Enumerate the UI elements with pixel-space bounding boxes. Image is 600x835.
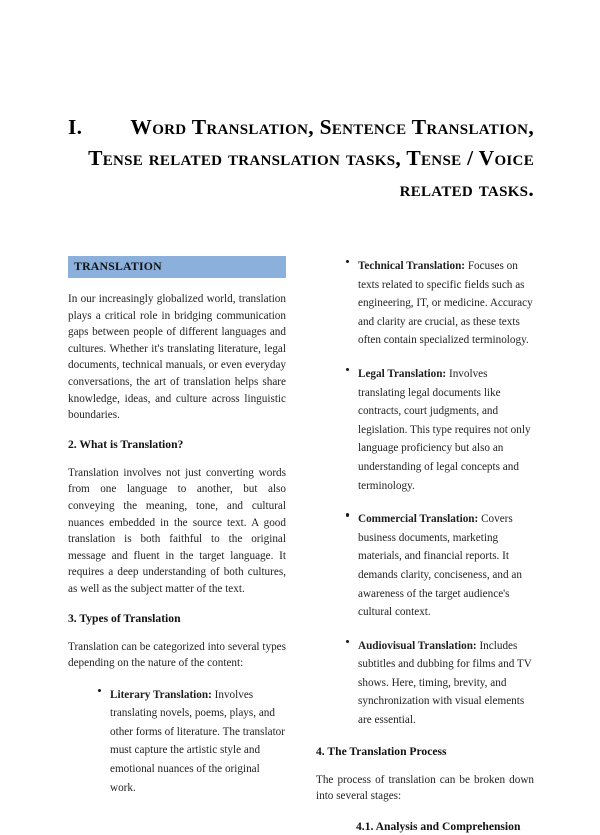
section-3-paragraph: Translation can be categorized into several types depending on the nature of the content:: [68, 640, 286, 670]
bullet-text: [110, 689, 285, 794]
translation-band-heading: TRANSLATION: [68, 256, 286, 278]
left-bullet-list: [68, 685, 286, 797]
right-bullet-list: [316, 256, 534, 729]
right-column: [316, 256, 534, 833]
left-column: [68, 256, 286, 796]
two-column-body: [68, 256, 534, 833]
bullet-text: [358, 513, 522, 618]
list-item: [316, 636, 534, 729]
section-4-heading: 4. The Translation Process: [316, 744, 447, 758]
page-title-number: I.: [68, 115, 83, 139]
list-item: [68, 685, 286, 797]
bullet-dot-icon: [346, 368, 349, 371]
bullet-text: [358, 640, 532, 726]
bullet-body-text: Covers business documents, marketing materials, and financial reports. It demands clarity, conciseness, and an awareness of the target audience's cultural context.: [358, 513, 522, 619]
bullet-lead-label: Technical Translation:: [358, 260, 466, 272]
bullet-lead-label: Commercial Translation:: [358, 513, 479, 526]
section-4-1-heading: 4.1. Analysis and Comprehension: [356, 819, 521, 833]
bullet-lead-label: Literary Translation:: [110, 688, 212, 701]
bullet-dot-icon: [346, 513, 349, 516]
bullet-body-text: Involves translating novels, poems, plays, and other forms of literature. The translator must capture the artistic style and emotional nuances of the original work.: [110, 688, 286, 794]
page-title-text: Word Translation, Sentence Translation, Tense related translation tasks, Tense / Voice related tasks.: [88, 115, 534, 201]
intro-paragraph: In our increasingly globalized world, translation plays a critical role in bridging communication gaps between people of different languages and cultures. Whether it's translating literature, legal documents, technical manuals, or even everyday conversations, the art of translation helps share knowledge, ideas, and culture across linguistic boundaries.: [68, 293, 286, 422]
list-item: [316, 509, 534, 621]
section-2-paragraph: Translation involves not just converting words from one language to another, but also conveying the meaning, tone, and cultural nuances embedded in the source text. A good translation is both faithful to the original message and fluent in the target language. It requires a deep understanding of both cultures, as well as the subject matter of the text.: [68, 466, 286, 595]
section-2-heading: 2. What is Translation?: [68, 437, 184, 451]
bullet-lead-label: Legal Translation:: [358, 367, 447, 380]
list-item: [316, 364, 534, 494]
bullet-dot-icon: [346, 260, 349, 263]
page-title: [68, 112, 534, 205]
section-3-heading: 3. Types of Translation: [68, 611, 181, 625]
bullet-dot-icon: [98, 689, 101, 692]
list-item: [316, 256, 534, 349]
bullet-text: [358, 368, 531, 492]
section-4-paragraph: The process of translation can be broken down into several stages:: [316, 773, 534, 803]
bullet-lead-label: Audiovisual Translation:: [358, 639, 477, 652]
bullet-text: [358, 260, 533, 346]
bullet-body-text: Involves translating legal documents like contracts, court judgments, and legislation. This type requires not only language proficiency but also an understanding of legal concepts and terminology.: [358, 367, 531, 492]
bullet-body-text: Focuses on texts related to specific fields such as engineering, IT, or medicine. Accuracy and clarity are crucial, as these texts often contain specialized terminology.: [358, 260, 533, 347]
bullet-body-text: Includes subtitles and dubbing for films and TV shows. Here, timing, brevity, and synchronization with visual elements are essential.: [358, 639, 532, 727]
bullet-dot-icon: [346, 640, 349, 643]
